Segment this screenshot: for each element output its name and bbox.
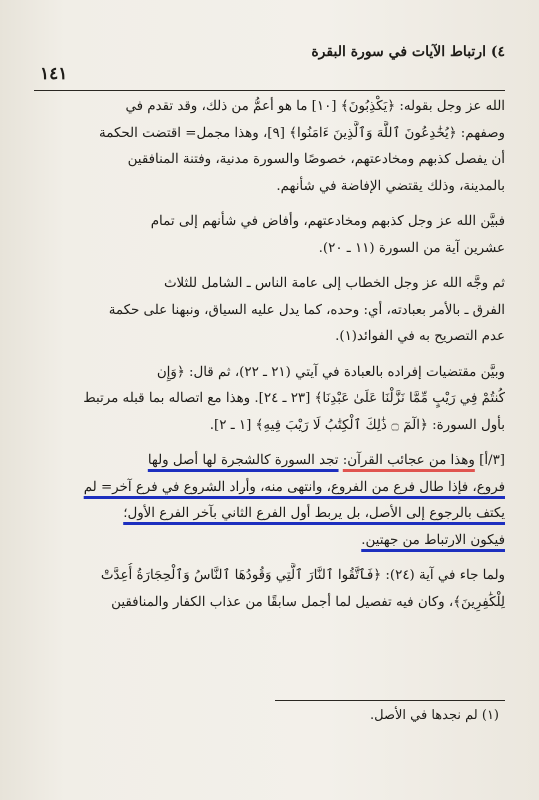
manuscript-marker: [٣/أ] (479, 453, 505, 468)
paragraph (34, 360, 505, 440)
text-line: لِلْكَٰفِرِينَ﴾، وكان فيه تفصيل لما أجمل سابقًا من عذاب الكفار والمنافقين (111, 594, 505, 610)
paragraph (34, 209, 505, 262)
text-line (34, 501, 505, 528)
body-text (34, 94, 505, 625)
text-line: بالمدينة، وذلك يقتضي الإفاضة في شأنهم. (276, 178, 505, 194)
text-line: وصفهم: ﴿يُخَٰدِعُونَ ٱللَّهَ وَٱلَّذِينَ ءَامَنُوا﴾ [٩]، وهذا مجمل= اقتضت الحكمة (99, 125, 505, 141)
text-line: أن يفصل كذبهم ومخادعتهم، خصوصًا والسورة مدنية، وفتنة المنافقين (127, 152, 505, 167)
text-line: الله عز وجل بقوله: ﴿يَكْذِبُونَ﴾ [١٠] ما هو أعمُّ من ذلك، وقد تقدم في (125, 99, 505, 114)
running-title: ٤) ارتباط الآيات في سورة البقرة (311, 44, 505, 60)
blue-underlined-text: تجد السورة كالشجرة لها أصل ولها (147, 453, 339, 468)
blue-underlined-text: فيكون الارتباط من جهتين. (361, 532, 505, 548)
text-line: ولما جاء في آية (٢٤): ﴿فَٱتَّقُوا ٱلنَّارَ ٱلَّتِي وَقُودُهَا ٱلنَّاسُ وَٱلْحِجَارَةُ أُعِدَّتْ (100, 568, 505, 583)
footnote: (١) لم نجدها في الأصل. (369, 708, 499, 723)
highlighted-paragraph (34, 448, 505, 554)
header-rule (34, 90, 505, 91)
text-line: الفرق ـ بالأمر بعبادته، أي: وحده، كما يدل عليه السياق، ونبهنا على حكمة (108, 302, 505, 318)
text-line: عدم التصريح به في الفوائد(١). (335, 329, 505, 344)
text-line: ثم وجَّه الله عز وجل الخطاب إلى عامة الناس ـ الشامل للثلاث (163, 276, 505, 291)
page-number: ١٤١ (40, 64, 68, 84)
text-line: وبيَّن مقتضيات إفراده بالعبادة في آيتي (٢١ ـ ٢٢)، ثم قال: ﴿وَإِن (156, 364, 505, 380)
text-line: فبيَّن الله عز وجل كذبهم ومخادعتهم، وأفاض في شأنهم إلى تمام (150, 214, 505, 229)
paragraph (34, 94, 505, 200)
red-underlined-text: وهذا من عجائب القرآن: (342, 453, 475, 468)
text-line: كُنتُمْ فِي رَيْبٍ مِّمَّا نَزَّلْنَا عَلَىٰ عَبْدِنَا﴾ [٢٣ ـ ٢٤]. وهذا مع اتصاله بما قبله مرتبط (83, 391, 505, 406)
text-line (34, 448, 505, 475)
page-header (34, 38, 505, 90)
text-line (34, 475, 505, 502)
text-line: عشرين آية من السورة (١١ ـ ٢٠). (318, 240, 505, 256)
blue-underlined-text: يكتف بالرجوع إلى الأصل، بل يربط أول الفرع الثاني بآخر الفرع الأول؛ (123, 506, 505, 521)
footnote-rule (275, 700, 505, 701)
paragraph (34, 563, 505, 616)
paragraph (34, 271, 505, 351)
blue-underlined-text: فروع، فإذا طال فرع من الفروع، وانتهى منه، وأراد الشروع في فرع آخر= لم (83, 479, 505, 495)
text-line: بأول السورة: ﴿الٓمٓ ۝ ذَٰلِكَ ٱلْكِتَٰبُ لَا رَيْبَ فِيهِ﴾ [١ ـ ٢]. (209, 417, 505, 433)
text-line (34, 528, 505, 555)
